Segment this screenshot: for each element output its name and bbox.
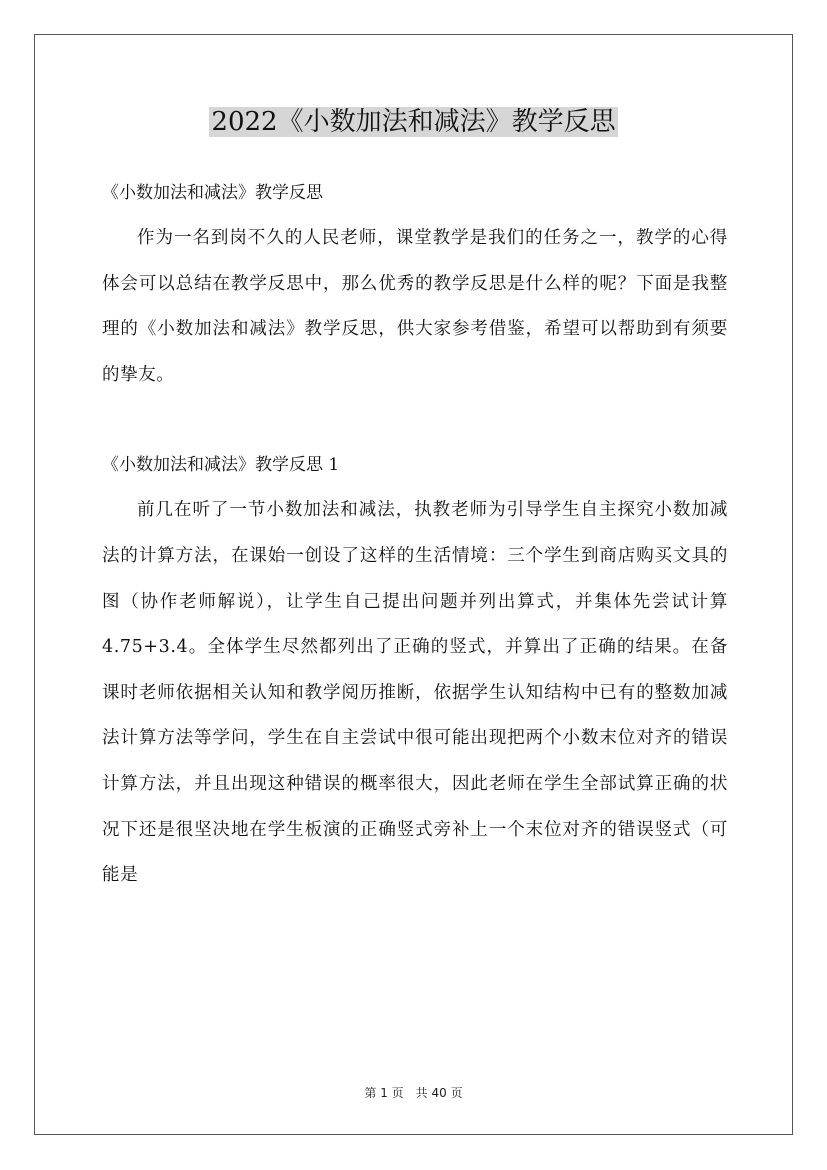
section-1-paragraph: 前几在听了一节小数加法和减法，执教老师为引导学生自主探究小数加减法的计算方法，在课始一创设了这样的生活情境：三个学生到商店购买文具的图（协作老师解说），让学生自己提出问题并列出算式，并集体先尝试计算 4.75+3.4。全体学生尽然都列出了正确的竖式，并算出了正确的结果。在备课时老师依据相关认知和教学阅历推断，依据学生认知结构中已有的整数加减法计算方法等学问，学生在自主尝试中很可能出现把两个小数末位对齐的错误计算方法，并且出现这种错误的概率很大，因此老师在学生全部试算正确的状况下还是很坚决地在学生板演的正确竖式旁补上一个末位对齐的错误竖式（可能是	[102, 500, 728, 886]
document-body	[102, 170, 728, 899]
section-1-heading: 《小数加法和减法》教学反思 1	[102, 455, 340, 476]
page-number-footer: 第 1 页 共 40 页	[364, 1086, 463, 1100]
document-title-text: 2022《小数加法和减法》教学反思	[211, 107, 616, 137]
intro-paragraph: 作为一名到岗不久的人民老师，课堂教学是我们的任务之一，教学的心得体会可以总结在教学反思中，那么优秀的教学反思是什么样的呢？下面是我整理的《小数加法和减法》教学反思，供大家参考借鉴，希望可以帮助到有须要的挚友。	[102, 228, 728, 385]
intro-heading: 《小数加法和减法》教学反思	[102, 183, 323, 203]
document-title	[0, 102, 827, 142]
section-spacer	[102, 398, 728, 442]
